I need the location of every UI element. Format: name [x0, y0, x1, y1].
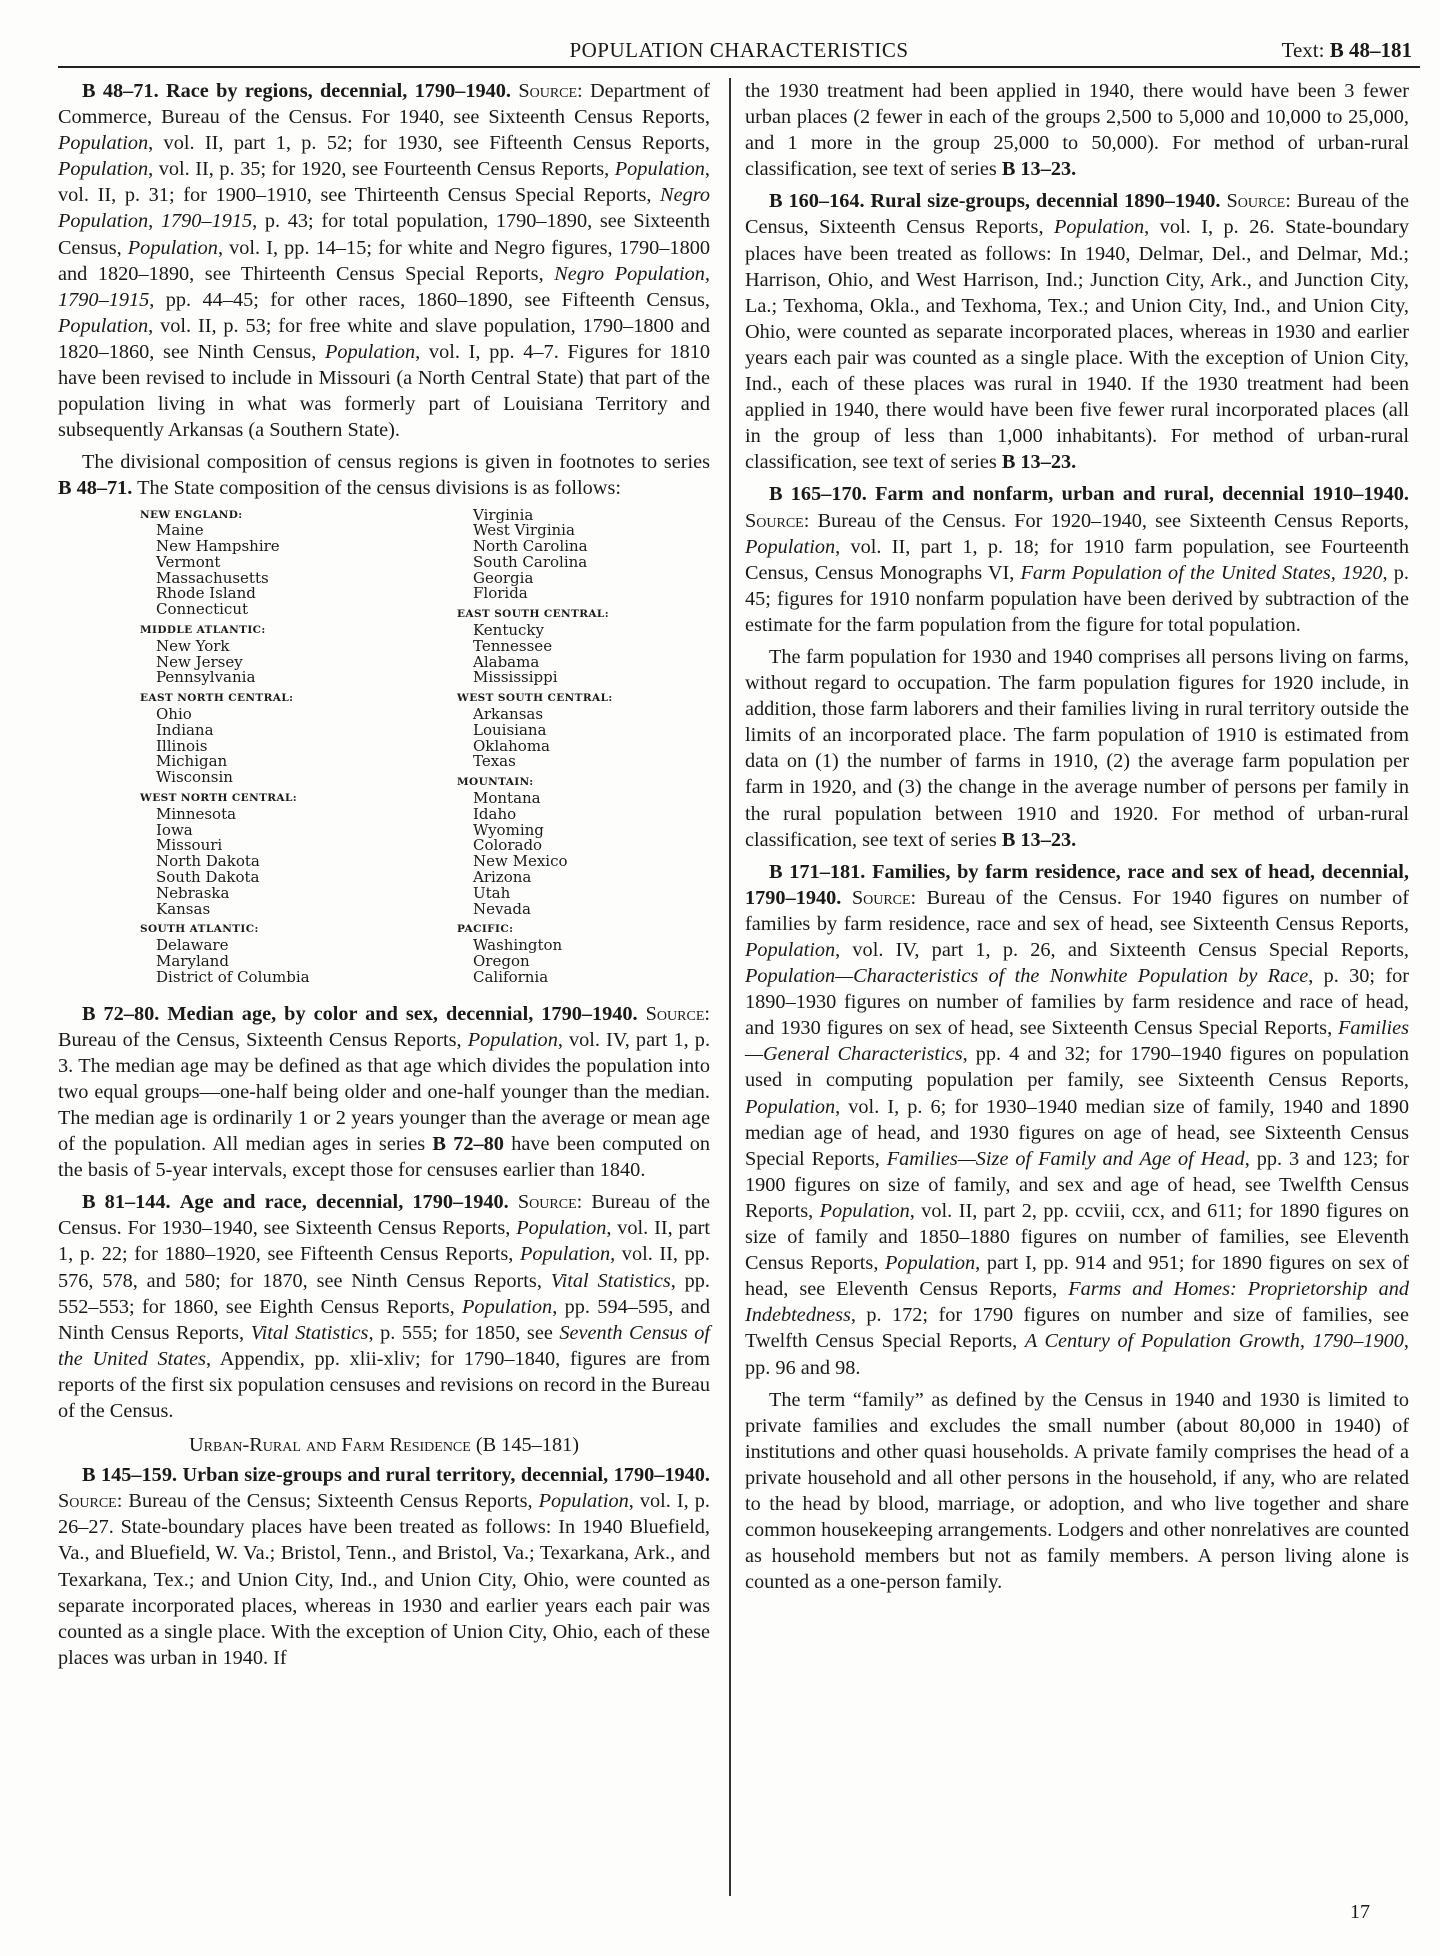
entry-text: , p. 555; for 1850, see — [368, 1321, 560, 1344]
entry-text: Bureau of the Census, Sixteenth Census Reports, — [745, 190, 1410, 239]
state-name: New Mexico — [473, 852, 568, 871]
header-title: POPULATION CHARACTERISTICS — [569, 38, 909, 62]
entry-text: , p. 43; for total population, 1790–1890, see Sixteenth Census, — [58, 210, 710, 259]
divisions-left-column — [58, 508, 393, 991]
division-name: PACIFIC: — [457, 923, 514, 936]
entry-text: , p. 45; figures for 1910 nonfarm population have been derived by subtraction of the estimate for the farm population from the figure for total population. — [745, 561, 1409, 636]
publication-title: Population — [885, 1252, 976, 1275]
state-name: Maine — [156, 521, 204, 540]
paragraph-text: The farm population for 1930 and 1940 comprises all persons living on farms, without regard to occupation. The farm population figures for 1920 include, in addition, those farm laborers and their families living in rural territory outside the limits of an incorporated place. The farm population of 1910 is estimated from data on (1) the number of farms in 1910, (2) the average farm population per farm in 1920, and (3) the change in the average number of persons per family in the rural population between 1910 and 1920. For method of urban-rural classification, see text of series — [745, 645, 1409, 851]
state-name: Illinois — [156, 736, 208, 755]
entry-b145-159 — [58, 1462, 710, 1671]
section-heading: Urban-Rural and Farm Residence (B 145–181) — [188, 1434, 579, 1457]
entry-text: , vol. II, part 1, p. 18; for 1910 farm population, see Fourteenth Census, Census Monographs VI, — [745, 535, 1409, 584]
publication-title: Population — [819, 1199, 910, 1222]
census-divisions-list — [58, 505, 710, 991]
state-name: Alabama — [473, 652, 540, 671]
entry-b160-164 — [745, 188, 1409, 475]
division-name: SOUTH ATLANTIC: — [140, 923, 259, 936]
publication-title: Population — [516, 1217, 607, 1240]
publication-title: Population — [538, 1490, 629, 1513]
publication-title: Population—Characteristics of the Nonwhite Population by Race — [745, 965, 1309, 988]
paragraph-text: The divisional composition of census regions is given in footnotes to series — [82, 451, 710, 474]
state-name: Virginia — [473, 505, 534, 524]
state-name: Minnesota — [156, 804, 237, 823]
entry-b171-181 — [745, 859, 1409, 1381]
state-name: Idaho — [473, 804, 517, 823]
series-ref: B 72–80 — [432, 1133, 504, 1156]
division-name: MIDDLE ATLANTIC: — [140, 624, 266, 637]
state-name: Georgia — [473, 568, 534, 587]
entry-text: , part I, pp. 914 and 951; for 1890 figures on sex of head, see Eleventh Census Reports, — [745, 1252, 1410, 1301]
publication-title: Population — [58, 314, 149, 337]
column-divider — [729, 78, 731, 1896]
entry-title: Urban size-groups and rural territory, decennial, 1790–1940. — [182, 1464, 710, 1487]
publication-title: Farm Population of the United States, 1920 — [1020, 561, 1383, 584]
state-name: Colorado — [473, 836, 543, 855]
entry-text: , vol. I, p. 26–27. State-boundary places have been treated as follows: In 1940 Bluefield, Va., and Bluefield, W. Va.; Bristol, Tenn., and Bristol, Va.; Texarkana, Ark., and Texarkana, Tex.; and Union City, Ind., and Union City, Ohio, were counted as separate incorporated places, whereas in 1930 and earlier years each pair was counted as a single place. With the exception of Union City, Ohio, each of these places was urban in 1940. If — [58, 1490, 710, 1669]
header-rule — [58, 66, 1420, 68]
entry-id: B 48–71. — [82, 80, 159, 102]
publication-title: Farms and Homes: Proprietorship and Indebtedness — [745, 1278, 1409, 1327]
state-name: North Dakota — [156, 852, 260, 871]
state-name: Maryland — [156, 952, 229, 971]
entry-title: Families, by farm residence, race and sex of head, decennial, 1790–1940. — [745, 860, 1409, 909]
state-name: Kansas — [156, 899, 211, 918]
state-name: Louisiana — [473, 720, 547, 739]
entry-text: , vol. I, pp. 4–7. Figures for 1810 have been revised to include in Missouri (a North Central State) that part of the population living in what was formerly part of Louisiana Territory and subsequently Arkansas (a Southern State). — [58, 340, 710, 442]
state-name: Ohio — [156, 705, 192, 724]
state-name: Kentucky — [473, 621, 544, 640]
entry-title: Median age, by color and sex, decennial, 1790–1940. — [167, 1002, 638, 1025]
entry-text: , p. 30; for 1890–1930 figures on number of families by farm residence and race of head, and 1930 figures on sex of head, see Sixteenth Census Special Reports, — [745, 965, 1409, 1040]
entry-text: Bureau of the Census. For 1940 figures on number of families by farm residence, race and sex of head, see Sixteenth Census Reports, — [745, 886, 1409, 935]
census-division — [140, 922, 393, 985]
division-name: NEW ENGLAND: — [140, 508, 243, 521]
state-name: Vermont — [156, 552, 221, 571]
entry-id: B 72–80. — [82, 1002, 160, 1025]
source-label: Source: — [745, 509, 810, 532]
series-ref: B 13–23. — [1001, 828, 1077, 851]
state-name: Florida — [473, 584, 528, 603]
series-ref: B 13–23. — [1001, 158, 1077, 181]
farm-population-paragraph — [745, 644, 1409, 853]
entry-b145-159-continued — [745, 78, 1409, 182]
publication-title: Population — [462, 1295, 553, 1318]
entry-id: B 81–144. — [82, 1191, 171, 1214]
state-name: Missouri — [156, 836, 223, 855]
census-division — [140, 691, 393, 786]
state-name: Massachusetts — [156, 568, 269, 587]
census-division — [457, 505, 710, 603]
state-name: California — [473, 967, 549, 986]
entry-text: Bureau of the Census; Sixteenth Census Reports, — [122, 1490, 539, 1513]
entry-b81-144 — [58, 1189, 710, 1424]
source-label: Source: — [1226, 190, 1291, 213]
entry-text: , pp. 552–553; for 1860, see Eighth Census Reports, — [58, 1269, 710, 1318]
source-label: Source: — [851, 886, 917, 909]
state-name: Rhode Island — [156, 584, 256, 603]
entry-text: , pp. 44–45; for other races, 1860–1890, see Fifteenth Census, — [149, 288, 710, 311]
census-division — [457, 922, 710, 985]
entry-text: , vol. II, part 1, p. 22; for 1880–1920, see Fifteenth Census Reports, — [58, 1217, 710, 1266]
left-column — [58, 78, 710, 1677]
entry-text: Bureau of the Census. For 1930–1940, see Sixteenth Census Reports, — [58, 1191, 710, 1240]
entry-text: , Appendix, pp. xlii-xliv; for 1790–1840, figures are from reports of the first six population censuses and revisions on record in the Bureau of the Census. — [58, 1347, 711, 1423]
entry-b48-71 — [58, 78, 710, 443]
publication-title: Seventh Census of the United States — [58, 1321, 710, 1370]
state-name: South Carolina — [473, 552, 588, 571]
publication-title: Population — [1054, 216, 1145, 239]
state-name: Oklahoma — [473, 736, 550, 755]
entry-text: , vol. II, part 2, pp. ccviii, ccx, and 611; for 1890 figures on size of family and 1850–1880 figures on number of families, see Eleventh Census Reports, — [745, 1199, 1409, 1275]
publication-title: Population — [58, 158, 149, 181]
entry-text: , vol. IV, part 1, p. 26, and Sixteenth Census Special Reports, — [835, 939, 1409, 961]
publication-title: Population — [467, 1028, 558, 1051]
entry-text: , vol. II, p. 31; for 1900–1910, see Thirteenth Census Special Reports, — [58, 158, 710, 207]
state-name: Indiana — [156, 720, 214, 739]
header-series-ref — [1282, 38, 1412, 63]
divisions-right-column — [393, 505, 710, 991]
family-definition-paragraph: The term “family” as defined by the Census in 1940 and 1930 is limited to private families and excludes the small number (about 80,000 in 1940) of institutions and other quasi households. A private family comprises the head of a private household and all other persons in the household, if any, who are related to the head by blood, marriage, or adoption, and who live together and share common housekeeping arrangements. Lodgers and other nonrelatives are counted as household members but not as family members. A person living alone is counted as a one-person family. — [745, 1388, 1409, 1594]
state-name: North Carolina — [473, 537, 588, 556]
publication-title: Population — [745, 535, 836, 558]
state-name: Mississippi — [473, 668, 558, 687]
entry-text: , vol. II, part 1, p. 52; for 1930, see Fifteenth Census Reports, — [148, 132, 710, 155]
state-name: West Virginia — [473, 521, 575, 540]
state-name: Tennessee — [473, 636, 553, 655]
state-name: New Jersey — [156, 652, 243, 671]
publication-title: Population — [58, 132, 149, 155]
census-division — [140, 623, 393, 686]
source-label: Source: — [517, 1191, 583, 1214]
entry-text: the 1930 treatment had been applied in 1940, there would have been 3 fewer urban places (2 fewer in each of the groups 2,500 to 5,000 and 10,000 to 25,000, and 1 more in the group 25,000 to 50,000). For method of urban-rural classification, see text of series — [745, 80, 1409, 181]
division-name: MOUNTAIN: — [457, 776, 534, 789]
state-name: Washington — [473, 936, 563, 955]
publication-title: Population — [614, 158, 705, 181]
source-label: Source: — [645, 1002, 711, 1025]
publication-title: Population — [745, 1095, 836, 1118]
publication-title: Population — [325, 340, 416, 363]
census-division — [457, 607, 710, 686]
publication-title: Population — [519, 1243, 611, 1266]
entry-text: , vol. IV, part 1, p. 3. The median age may be defined as that age which divides the population into two equal groups—one-half being older and one-half younger than the median. The median age is ordinarily 1 or 2 years younger than the average or mean age of the population. All median ages in series — [58, 1028, 711, 1156]
entry-text: , vol. II, p. 53; for free white and slave population, 1790–1800 and 1820–1860, see Ninth Census, — [58, 314, 710, 363]
state-name: Arkansas — [473, 705, 544, 724]
publication-title: Negro Population, 1790–1915 — [58, 184, 710, 233]
entry-id: B 160–164. — [769, 190, 865, 213]
state-name: Oregon — [473, 952, 530, 971]
entry-b165-170 — [745, 481, 1409, 638]
state-name: New Hampshire — [156, 537, 280, 556]
census-division — [140, 791, 393, 917]
source-label: Source: — [58, 1490, 123, 1513]
entry-id: B 145–159. — [82, 1464, 178, 1487]
publication-title: Negro Population, 1790–1915 — [58, 262, 710, 311]
state-name: Wyoming — [473, 820, 544, 839]
state-name: Arizona — [473, 868, 532, 887]
state-name: Pennsylvania — [156, 668, 256, 687]
state-name: Montana — [473, 789, 541, 808]
entry-text: , vol. I, p. 6; for 1930–1940 median size of family, 1940 and 1890 median age of head, and 1930 figures on age of head, see Sixteenth Census Special Reports, — [745, 1095, 1409, 1170]
series-ref: B 13–23. — [1001, 451, 1077, 474]
publication-title: Population — [745, 939, 836, 961]
entry-text: , pp. 3 and 123; for 1900 figures on size of family, and sex and age of head, see Twelfth Census Reports, — [745, 1147, 1410, 1222]
page-number: 17 — [1350, 1901, 1370, 1923]
running-header — [58, 36, 1420, 66]
state-name: Wisconsin — [156, 768, 233, 787]
entry-text: , vol. II, p. 35; for 1920, see Fourteenth Census Reports, — [148, 158, 615, 181]
source-label: Source: — [518, 80, 583, 102]
census-division — [457, 775, 710, 917]
entry-text: , p. 172; for 1790 figures on number and size of families, see Twelfth Census Special Reports, — [745, 1304, 1409, 1353]
entry-text: , vol. I, pp. 14–15; for white and Negro figures, 1790–1800 and 1820–1890, see Thirteenth Census Special Reports, — [58, 236, 710, 285]
state-name: Texas — [473, 752, 516, 771]
state-name: Connecticut — [156, 600, 249, 619]
entry-id: B 171–181. — [769, 860, 866, 883]
entry-text: Department of Commerce, Bureau of the Census. For 1940, see Sixteenth Census Reports, — [58, 80, 710, 129]
header-series-prefix: Text: — [1281, 38, 1330, 62]
division-name: EAST NORTH CENTRAL: — [140, 692, 294, 705]
publication-title: A Century of Population Growth, 1790–1900 — [1024, 1330, 1404, 1353]
paragraph-text: The State composition of the census divisions is as follows: — [132, 477, 621, 500]
entry-b72-80 — [58, 1001, 710, 1184]
entry-title: Rural size-groups, decennial 1890–1940. — [870, 190, 1221, 213]
right-column — [745, 78, 1409, 1601]
entry-text: , pp. 4 and 32; for 1790–1940 figures on population used in computing population per family, see Sixteenth Census Reports, — [745, 1043, 1409, 1092]
entry-title: Farm and nonfarm, urban and rural, decennial 1910–1940. — [875, 483, 1409, 506]
divisional-composition-paragraph — [58, 449, 710, 501]
entry-text: , vol. I, p. 26. State-boundary places have been treated as follows: In 1940, Delmar, Del., and Delmar, Md.; Harrison, Ohio, and West Harrison, Ind.; Junction City, Ark., and Junction City, La.; Texhoma, Okla., and Texhoma, Tex.; and Union City, Ind., and Union City, Ohio, were counted as separate incorporated places, whereas in 1930 and earlier years each pair was counted as a single place. With the exception of Union City, Ind., each of these places was rural in 1940. If the 1930 treatment had been applied in 1940, there would have been five fewer rural incorporated places (all in the group of less than 1,000 inhabitants). For method of urban-rural classification, see text of series — [745, 216, 1409, 474]
state-name: New York — [156, 636, 230, 655]
entry-text: have been computed on the basis of 5-year intervals, except those for censuses earlier than 1840. — [58, 1133, 710, 1182]
entry-text: , vol. II, pp. 576, 578, and 580; for 1870, see Ninth Census Reports, — [58, 1243, 710, 1292]
state-name: Delaware — [156, 936, 229, 955]
publication-title: Families—General Characteristics — [745, 1017, 1409, 1066]
publication-title: Vital Statistics — [250, 1321, 369, 1344]
header-series-range: B 48–181 — [1329, 38, 1412, 62]
state-name: Utah — [473, 883, 511, 902]
state-name: Nevada — [473, 899, 531, 918]
division-name: WEST NORTH CENTRAL: — [140, 792, 298, 805]
division-name: WEST SOUTH CENTRAL: — [457, 692, 613, 705]
entry-text: , pp. 594–595, and Ninth Census Reports, — [58, 1295, 710, 1344]
entry-text: , pp. 96 and 98. — [745, 1330, 1409, 1379]
entry-text: Bureau of the Census. For 1920–1940, see Sixteenth Census Reports, — [809, 509, 1409, 532]
series-ref: B 48–71. — [58, 477, 133, 500]
entry-title: Age and race, decennial, 1790–1940. — [179, 1191, 509, 1214]
census-division — [140, 508, 393, 619]
state-name: Nebraska — [156, 883, 230, 902]
state-name: District of Columbia — [156, 967, 310, 986]
publication-title: Families—Size of Family and Age of Head — [886, 1147, 1245, 1170]
entry-title: Race by regions, decennial, 1790–1940. — [165, 80, 511, 102]
census-division — [457, 691, 710, 770]
division-name: EAST SOUTH CENTRAL: — [457, 608, 609, 621]
state-name: Iowa — [156, 820, 193, 839]
publication-title: Vital Statistics — [550, 1269, 671, 1292]
publication-title: Population — [127, 236, 218, 259]
state-name: South Dakota — [156, 868, 260, 887]
state-name: Michigan — [156, 752, 228, 771]
entry-id: B 165–170. — [769, 483, 867, 506]
entry-text: Bureau of the Census, Sixteenth Census Reports, — [58, 1028, 468, 1051]
